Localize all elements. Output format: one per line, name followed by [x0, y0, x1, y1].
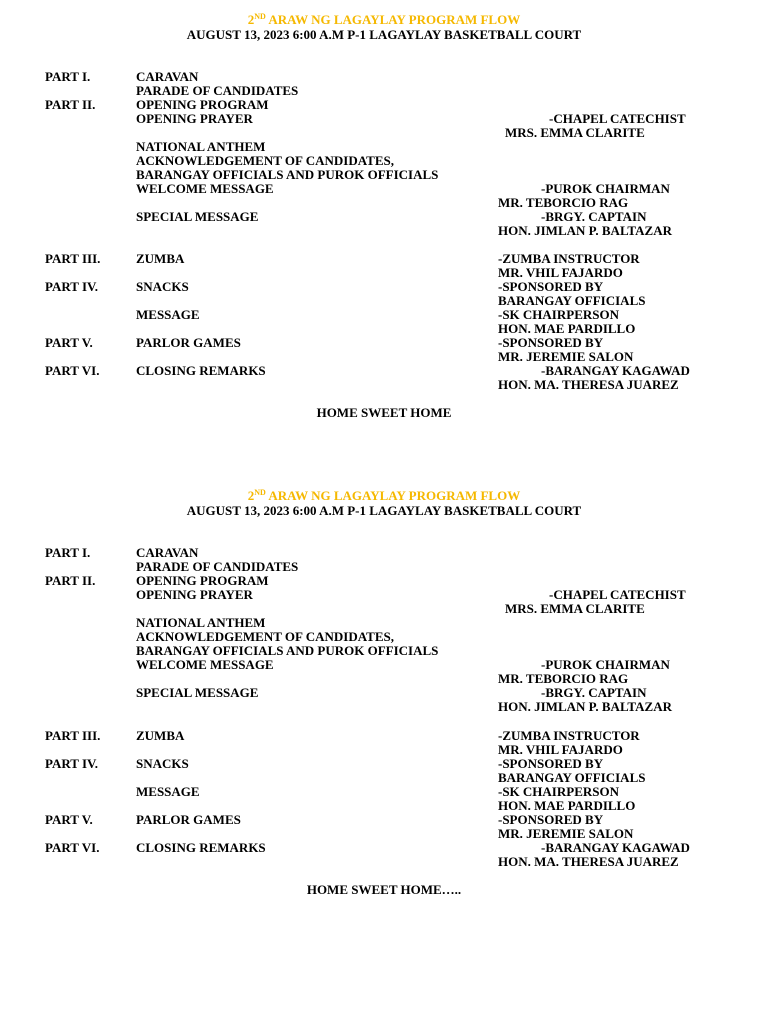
part-2-item: ACKNOWLEDGEMENT OF CANDIDATES,	[136, 629, 394, 644]
person-name: HON. MA. THERESA JUAREZ	[498, 854, 679, 869]
part-6-item: CLOSING REMARKS	[136, 840, 266, 855]
program-sheet-1	[0, 13, 768, 489]
part-1-label: PART I.	[45, 69, 91, 84]
role-text: -SPONSORED BY	[498, 812, 604, 827]
part-6-item: CLOSING REMARKS	[136, 363, 266, 378]
part-1-item: CARAVAN	[136, 545, 199, 560]
part-2-item: WELCOME MESSAGE	[136, 181, 274, 196]
part-2-label: PART II.	[45, 97, 96, 112]
part-1-item: CARAVAN	[136, 69, 199, 84]
role-text: -SK CHAIRPERSON	[498, 307, 619, 322]
person-name: BARANGAY OFFICIALS	[498, 293, 646, 308]
part-2-item: OPENING PROGRAM	[136, 573, 269, 588]
part-6-label: PART VI.	[45, 363, 100, 378]
part-2-item: OPENING PRAYER	[136, 587, 253, 602]
part-2-item: NATIONAL ANTHEM	[136, 615, 266, 630]
role-text: -BARANGAY KAGAWAD	[541, 363, 690, 378]
part-5-item: PARLOR GAMES	[136, 812, 241, 827]
person-name: MRS. EMMA CLARITE	[505, 125, 645, 140]
part-4-item: SNACKS	[136, 279, 189, 294]
program-title	[0, 13, 768, 27]
role-text: -PUROK CHAIRMAN	[541, 181, 670, 196]
title-ordinal: 2	[247, 488, 255, 503]
part-5-label: PART V.	[45, 812, 93, 827]
role-text: -BRGY. CAPTAIN	[541, 685, 647, 700]
program-title	[0, 489, 768, 503]
person-name: MR. TEBORCIO RAG	[498, 195, 629, 210]
person-name: MR. TEBORCIO RAG	[498, 671, 629, 686]
part-3-item: ZUMBA	[136, 251, 185, 266]
role-text: -PUROK CHAIRMAN	[541, 657, 670, 672]
person-name: HON. MAE PARDILLO	[498, 798, 636, 813]
program-subtitle: AUGUST 13, 2023 6:00 A.M P-1 LAGAYLAY BASKETBALL COURT	[186, 27, 582, 42]
part-1-item: PARADE OF CANDIDATES	[136, 559, 299, 574]
part-4-label: PART IV.	[45, 756, 99, 771]
part-3-label: PART III.	[45, 251, 101, 266]
part-2-item: OPENING PRAYER	[136, 111, 253, 126]
part-4-item: MESSAGE	[136, 307, 200, 322]
part-2-item: ACKNOWLEDGEMENT OF CANDIDATES,	[136, 153, 394, 168]
person-name: MRS. EMMA CLARITE	[505, 601, 645, 616]
part-3-label: PART III.	[45, 728, 101, 743]
part-1-label: PART I.	[45, 545, 91, 560]
role-text: -CHAPEL CATECHIST	[549, 587, 686, 602]
role-text: -BRGY. CAPTAIN	[541, 209, 647, 224]
person-name: HON. JIMLAN P. BALTAZAR	[498, 223, 672, 238]
role-text: -SK CHAIRPERSON	[498, 784, 619, 799]
part-6-label: PART VI.	[45, 840, 100, 855]
part-2-item: SPECIAL MESSAGE	[136, 685, 259, 700]
closing-line: HOME SWEET HOME…..	[306, 882, 462, 897]
part-3-item: ZUMBA	[136, 728, 185, 743]
closing-line: HOME SWEET HOME	[316, 405, 452, 420]
title-ordinal-suffix: ND	[254, 488, 266, 497]
role-text: -ZUMBA INSTRUCTOR	[498, 251, 640, 266]
title-ordinal: 2	[247, 12, 255, 27]
role-text: -BARANGAY KAGAWAD	[541, 840, 690, 855]
part-2-item: WELCOME MESSAGE	[136, 657, 274, 672]
person-name: HON. JIMLAN P. BALTAZAR	[498, 699, 672, 714]
part-1-item: PARADE OF CANDIDATES	[136, 83, 299, 98]
part-2-item: SPECIAL MESSAGE	[136, 209, 259, 224]
part-4-item: MESSAGE	[136, 784, 200, 799]
part-4-label: PART IV.	[45, 279, 99, 294]
part-4-item: SNACKS	[136, 756, 189, 771]
part-5-label: PART V.	[45, 335, 93, 350]
role-text: -SPONSORED BY	[498, 756, 604, 771]
title-text: ARAW NG LAGAYLAY PROGRAM FLOW	[265, 488, 521, 503]
person-name: HON. MA. THERESA JUAREZ	[498, 377, 679, 392]
role-text: -SPONSORED BY	[498, 279, 604, 294]
role-text: -SPONSORED BY	[498, 335, 604, 350]
title-ordinal-suffix: ND	[254, 12, 266, 21]
part-2-item: OPENING PROGRAM	[136, 97, 269, 112]
part-2-item: BARANGAY OFFICIALS AND PUROK OFFICIALS	[136, 643, 439, 658]
part-2-item: BARANGAY OFFICIALS AND PUROK OFFICIALS	[136, 167, 439, 182]
person-name: MR. VHIL FAJARDO	[498, 742, 623, 757]
person-name: HON. MAE PARDILLO	[498, 321, 636, 336]
part-2-item: NATIONAL ANTHEM	[136, 139, 266, 154]
role-text: -ZUMBA INSTRUCTOR	[498, 728, 640, 743]
program-sheet-2	[0, 489, 768, 965]
program-subtitle: AUGUST 13, 2023 6:00 A.M P-1 LAGAYLAY BASKETBALL COURT	[186, 503, 582, 518]
person-name: BARANGAY OFFICIALS	[498, 770, 646, 785]
role-text: -CHAPEL CATECHIST	[549, 111, 686, 126]
person-name: MR. JEREMIE SALON	[498, 349, 634, 364]
part-5-item: PARLOR GAMES	[136, 335, 241, 350]
person-name: MR. JEREMIE SALON	[498, 826, 634, 841]
part-2-label: PART II.	[45, 573, 96, 588]
title-text: ARAW NG LAGAYLAY PROGRAM FLOW	[265, 12, 521, 27]
person-name: MR. VHIL FAJARDO	[498, 265, 623, 280]
